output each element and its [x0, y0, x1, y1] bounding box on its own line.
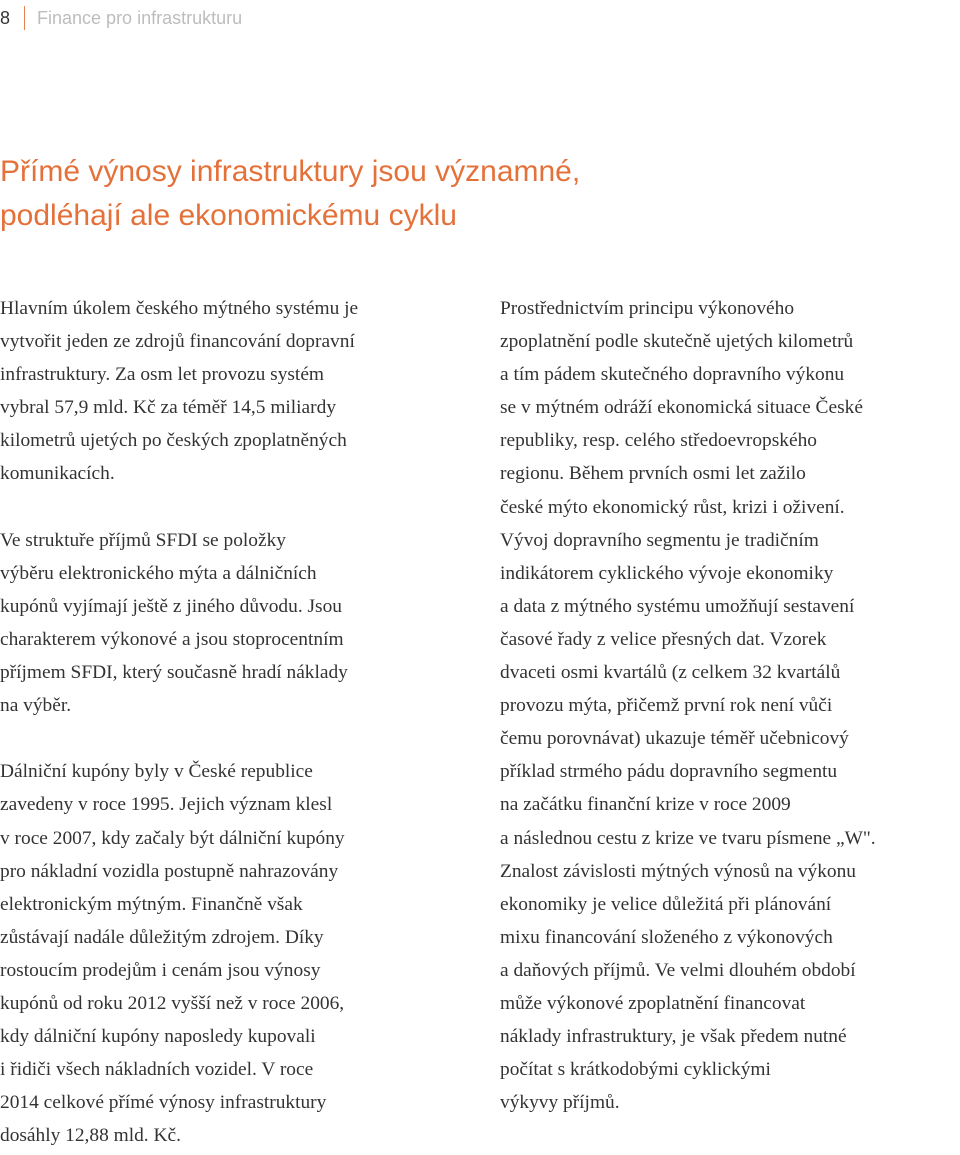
text-line: české mýto ekonomický růst, krizi i oživení. [500, 496, 845, 518]
text-line: příjmem SFDI, který současně hradí náklady [0, 662, 348, 684]
text-line: Ve struktuře příjmů SFDI se položky [0, 529, 286, 551]
text-line: regionu. Během prvních osmi let zažilo [500, 463, 806, 485]
text-line: dvaceti osmi kvartálů (z celkem 32 kvartálů [500, 662, 841, 684]
text-line: počítat s krátkodobými cyklickými [500, 1059, 771, 1081]
text-line: rostoucím prodejům i cenám jsou výnosy [0, 959, 321, 981]
text-line: výběru elektronického mýta a dálničních [0, 562, 317, 584]
text-line: čemu porovnávat) ukazuje téměř učebnicový [500, 728, 849, 750]
text-line: časové řady z velice přesných dat. Vzorek [500, 628, 827, 650]
text-line: pro nákladní vozidla postupně nahrazovány [0, 860, 339, 882]
section-title-line: Přímé výnosy infrastruktury jsou významné, [0, 155, 581, 188]
text-line: příklad strmého pádu dopravního segmentu [500, 761, 838, 783]
body-paragraph [0, 292, 470, 491]
text-line: vybral 57,9 mld. Kč za téměř 14,5 miliardy [0, 397, 337, 419]
text-line: komunikacích. [0, 463, 115, 485]
text-line: elektronickým mýtným. Finančně však [0, 893, 303, 915]
text-line: Dálniční kupóny byly v České republice [0, 761, 313, 783]
page-header [0, 0, 242, 36]
text-line: ekonomiky je velice důležitá při plánování [500, 893, 832, 915]
text-line: infrastruktury. Za osm let provozu systém [0, 364, 325, 386]
text-line: kilometrů ujetých po českých zpoplatněných [0, 430, 347, 452]
text-line: kupónů vyjímají ještě z jiného důvodu. Jsou [0, 595, 342, 617]
text-line: v roce 2007, kdy začaly být dálniční kupóny [0, 827, 345, 849]
text-line: i řidiči všech nákladních vozidel. V roce [0, 1059, 314, 1081]
text-line: Prostřednictvím principu výkonového [500, 298, 795, 319]
text-line: výkyvy příjmů. [500, 1092, 620, 1114]
text-line: Hlavním úkolem českého mýtného systému je [0, 298, 359, 319]
text-line: republiky, resp. celého středoevropského [500, 430, 817, 452]
text-line: vytvořit jeden ze zdrojů financování dopravní [0, 331, 355, 353]
text-line: 2014 celkové přímé výnosy infrastruktury [0, 1092, 327, 1114]
right-column [500, 292, 960, 1119]
text-line: se v mýtném odráží ekonomická situace České [500, 397, 863, 419]
text-line: na začátku finanční krize v roce 2009 [500, 794, 791, 816]
text-line: na výběr. [0, 695, 72, 717]
text-line: zůstávají nadále důležitým zdrojem. Díky [0, 926, 324, 948]
text-line: může výkonové zpoplatnění financovat [500, 992, 806, 1014]
text-line: zavedeny v roce 1995. Jejich význam klesl [0, 794, 333, 816]
text-line: a daňových příjmů. Ve velmi dlouhém období [500, 959, 856, 981]
section-title-line: podléhají ale ekonomickému cyklu [0, 199, 457, 232]
text-line: charakterem výkonové a jsou stoprocentním [0, 628, 344, 650]
text-line: zpoplatnění podle skutečně ujetých kilometrů [500, 331, 854, 353]
text-line: dosáhly 12,88 mld. Kč. [0, 1125, 181, 1147]
body-paragraph [500, 292, 960, 1119]
text-line: a tím pádem skutečného dopravního výkonu [500, 364, 845, 386]
text-line: kdy dálniční kupóny naposledy kupovali [0, 1026, 316, 1048]
text-line: indikátorem cyklického vývoje ekonomiky [500, 562, 834, 584]
text-line: Znalost závislosti mýtných výnosů na výkonu [500, 860, 856, 882]
body-paragraph [0, 524, 470, 723]
text-line: kupónů od roku 2012 vyšší než v roce 2006, [0, 992, 345, 1014]
left-column [0, 292, 470, 1152]
text-line: Vývoj dopravního segmentu je tradičním [500, 529, 819, 551]
text-line: provozu mýta, přičemž první rok není vůči [500, 695, 833, 717]
running-title: Finance pro infrastrukturu [37, 8, 243, 28]
text-line: mixu financování složeného z výkonových [500, 926, 833, 948]
page-number: 8 [0, 6, 25, 30]
body-paragraph [0, 755, 470, 1152]
section-title [0, 150, 700, 238]
text-line: a data z mýtného systému umožňují sestavení [500, 595, 855, 617]
text-line: a následnou cestu z krize ve tvaru písmene „W". [500, 827, 876, 849]
text-line: náklady infrastruktury, je však předem nutné [500, 1026, 847, 1048]
